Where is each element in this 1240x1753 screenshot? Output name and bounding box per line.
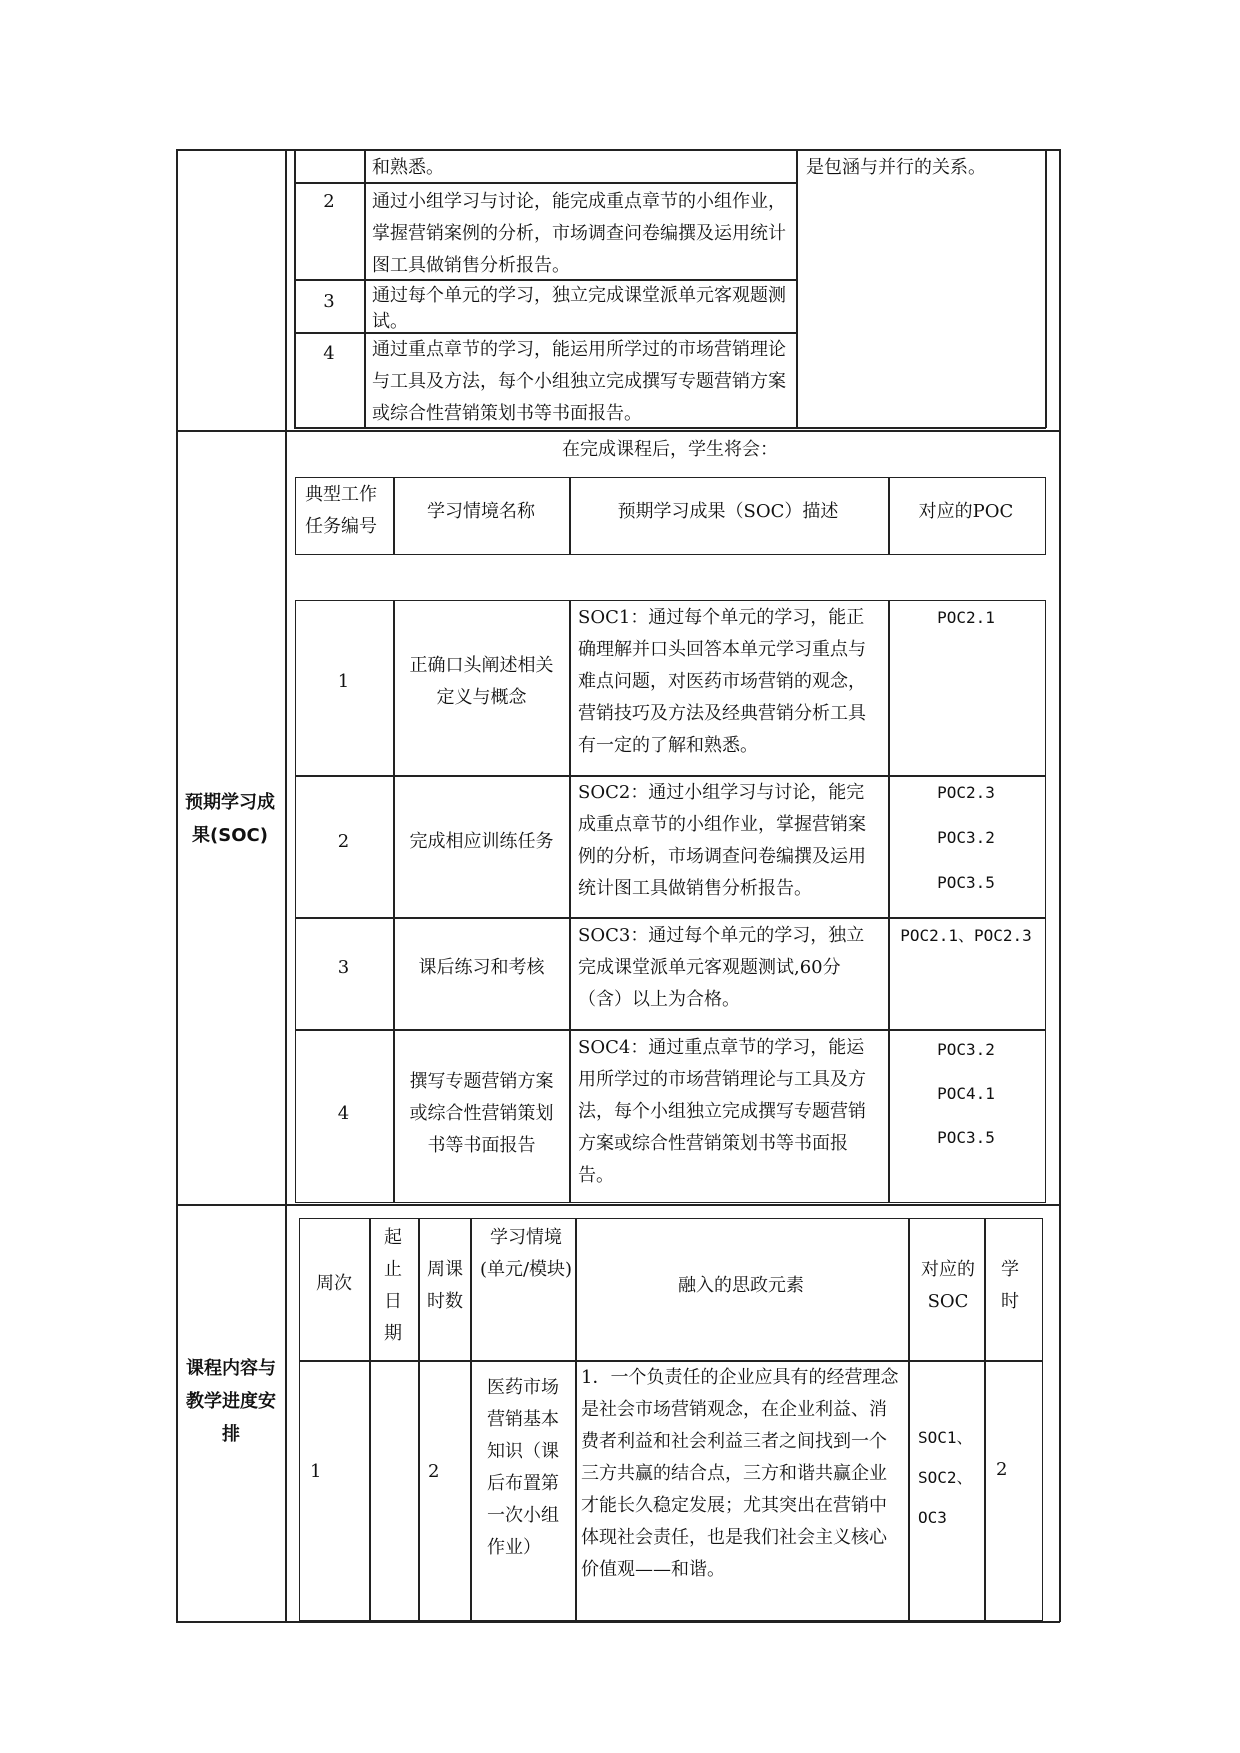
soc-row-1-num: 1 xyxy=(337,671,350,692)
outer-right-border xyxy=(1059,149,1061,1622)
soc-header-task-no: 典型工作任务编号 xyxy=(305,484,377,537)
top-row-4-num: 4 xyxy=(323,343,335,364)
soc-row-4-poc-1: POC3.2 xyxy=(937,1040,995,1059)
soc-header-poc: 对应的POC xyxy=(918,501,1014,522)
schedule-row-1-hours: 2 xyxy=(996,1459,1008,1480)
top-right-note: 是包涵与并行的关系。 xyxy=(806,157,986,178)
soc-row-3-num: 3 xyxy=(337,957,350,978)
soc-row-3-desc: SOC3：通过每个单元的学习，独立完成课堂派单元客观题测试,60分（含）以上为合格。 xyxy=(578,925,865,1010)
soc-row-4-poc-2: POC4.1 xyxy=(937,1084,995,1103)
soc-row-2-poc-3: POC3.5 xyxy=(937,873,995,892)
schedule-row-1-hours-per-week: 2 xyxy=(428,1461,440,1482)
soc-row-4-poc-3: POC3.5 xyxy=(937,1128,995,1147)
soc-row-4-desc: SOC4：通过重点章节的学习，能运用所学过的市场营销理论与工具及方法，每个小组独立完成撰写专题营销方案或综合性营销策划书等书面报告。 xyxy=(578,1037,866,1186)
soc-row-1-poc-1: POC2.1 xyxy=(937,608,995,627)
schedule-header-hours-per-week: 周课时数 xyxy=(427,1259,463,1312)
label-column-divider xyxy=(285,149,287,1622)
schedule-header-hours: 学时 xyxy=(1001,1259,1019,1312)
schedule-section-label: 课程内容与教学进度安排 xyxy=(186,1358,276,1445)
top-row-4-text: 通过重点章节的学习，能运用所学过的市场营销理论与工具及方法，每个小组独立完成撰写专题营销方案或综合性营销策划书等书面报告。 xyxy=(372,339,786,424)
section-divider-2 xyxy=(176,1204,1060,1206)
soc-intro: 在完成课程后，学生将会： xyxy=(562,439,778,460)
top-row-3-num: 3 xyxy=(323,291,335,312)
soc-row-2-num: 2 xyxy=(337,831,350,852)
top-row-2-num: 2 xyxy=(323,191,335,212)
outer-bottom-border xyxy=(176,1621,1060,1623)
top-row-2-text: 通过小组学习与讨论，能完成重点章节的小组作业，掌握营销案例的分析，市场调查问卷编撰及运用统计图工具做销售分析报告。 xyxy=(372,191,786,276)
soc-row-2-desc: SOC2：通过小组学习与讨论，能完成重点章节的小组作业，掌握营销案例的分析，市场调查问卷编撰及运用统计图工具做销售分析报告。 xyxy=(578,782,866,899)
schedule-row-1-ideology: 1．一个负责任的企业应具有的经营理念是社会市场营销观念，在企业利益、消费者利益和社会利益三者之间找到一个三方共赢的结合点，三方和谐共赢企业才能长久稳定发展；尤其突出在营销中体现社会责任，也是我们社会主义核心价值观——和谐。 xyxy=(581,1367,899,1580)
soc-row-1-name: 正确口头阐述相关定义与概念 xyxy=(409,655,554,708)
top-row-3-text: 通过每个单元的学习，独立完成课堂派单元客观题测试。 xyxy=(372,285,786,332)
schedule-row-1-context: 医药市场营销基本知识（课后布置第一次小组作业） xyxy=(487,1377,559,1558)
schedule-header-week: 周次 xyxy=(316,1273,352,1294)
soc-row-4-num: 4 xyxy=(337,1103,350,1124)
top-row-1-text: 和熟悉。 xyxy=(372,157,444,178)
schedule-header-soc: 对应的SOC xyxy=(921,1259,975,1312)
soc-section-label: 预期学习成果(SOC) xyxy=(185,792,275,846)
soc-row-2-poc-1: POC2.3 xyxy=(937,783,995,802)
soc-header-context: 学习情境名称 xyxy=(427,501,535,522)
section-divider-1 xyxy=(176,430,1060,432)
schedule-header-context: 学习情境(单元/模块) xyxy=(479,1227,573,1280)
soc-row-3-name: 课后练习和考核 xyxy=(418,957,545,978)
outer-left-border xyxy=(176,149,178,1622)
soc-header-soc: 预期学习成果（SOC）描述 xyxy=(617,501,839,522)
soc-row-2-poc-2: POC3.2 xyxy=(937,828,995,847)
schedule-header-dates: 起止日期 xyxy=(384,1227,402,1344)
schedule-row-1-soc: SOC1、SOC2、OC3 xyxy=(918,1428,973,1527)
soc-row-3-poc-1: POC2.1、POC2.3 xyxy=(900,926,1032,945)
soc-row-1-desc: SOC1：通过每个单元的学习，能正确理解并口头回答本单元学习重点与难点问题，对医药市场营销的观念，营销技巧及方法及经典营销分析工具有一定的了解和熟悉。 xyxy=(578,607,866,756)
schedule-row-1-week: 1 xyxy=(310,1461,322,1482)
soc-row-4-name: 撰写专题营销方案或综合性营销策划书等书面报告 xyxy=(409,1071,554,1156)
soc-row-2-name: 完成相应训练任务 xyxy=(409,831,554,852)
schedule-header-ideology: 融入的思政元素 xyxy=(678,1275,804,1296)
